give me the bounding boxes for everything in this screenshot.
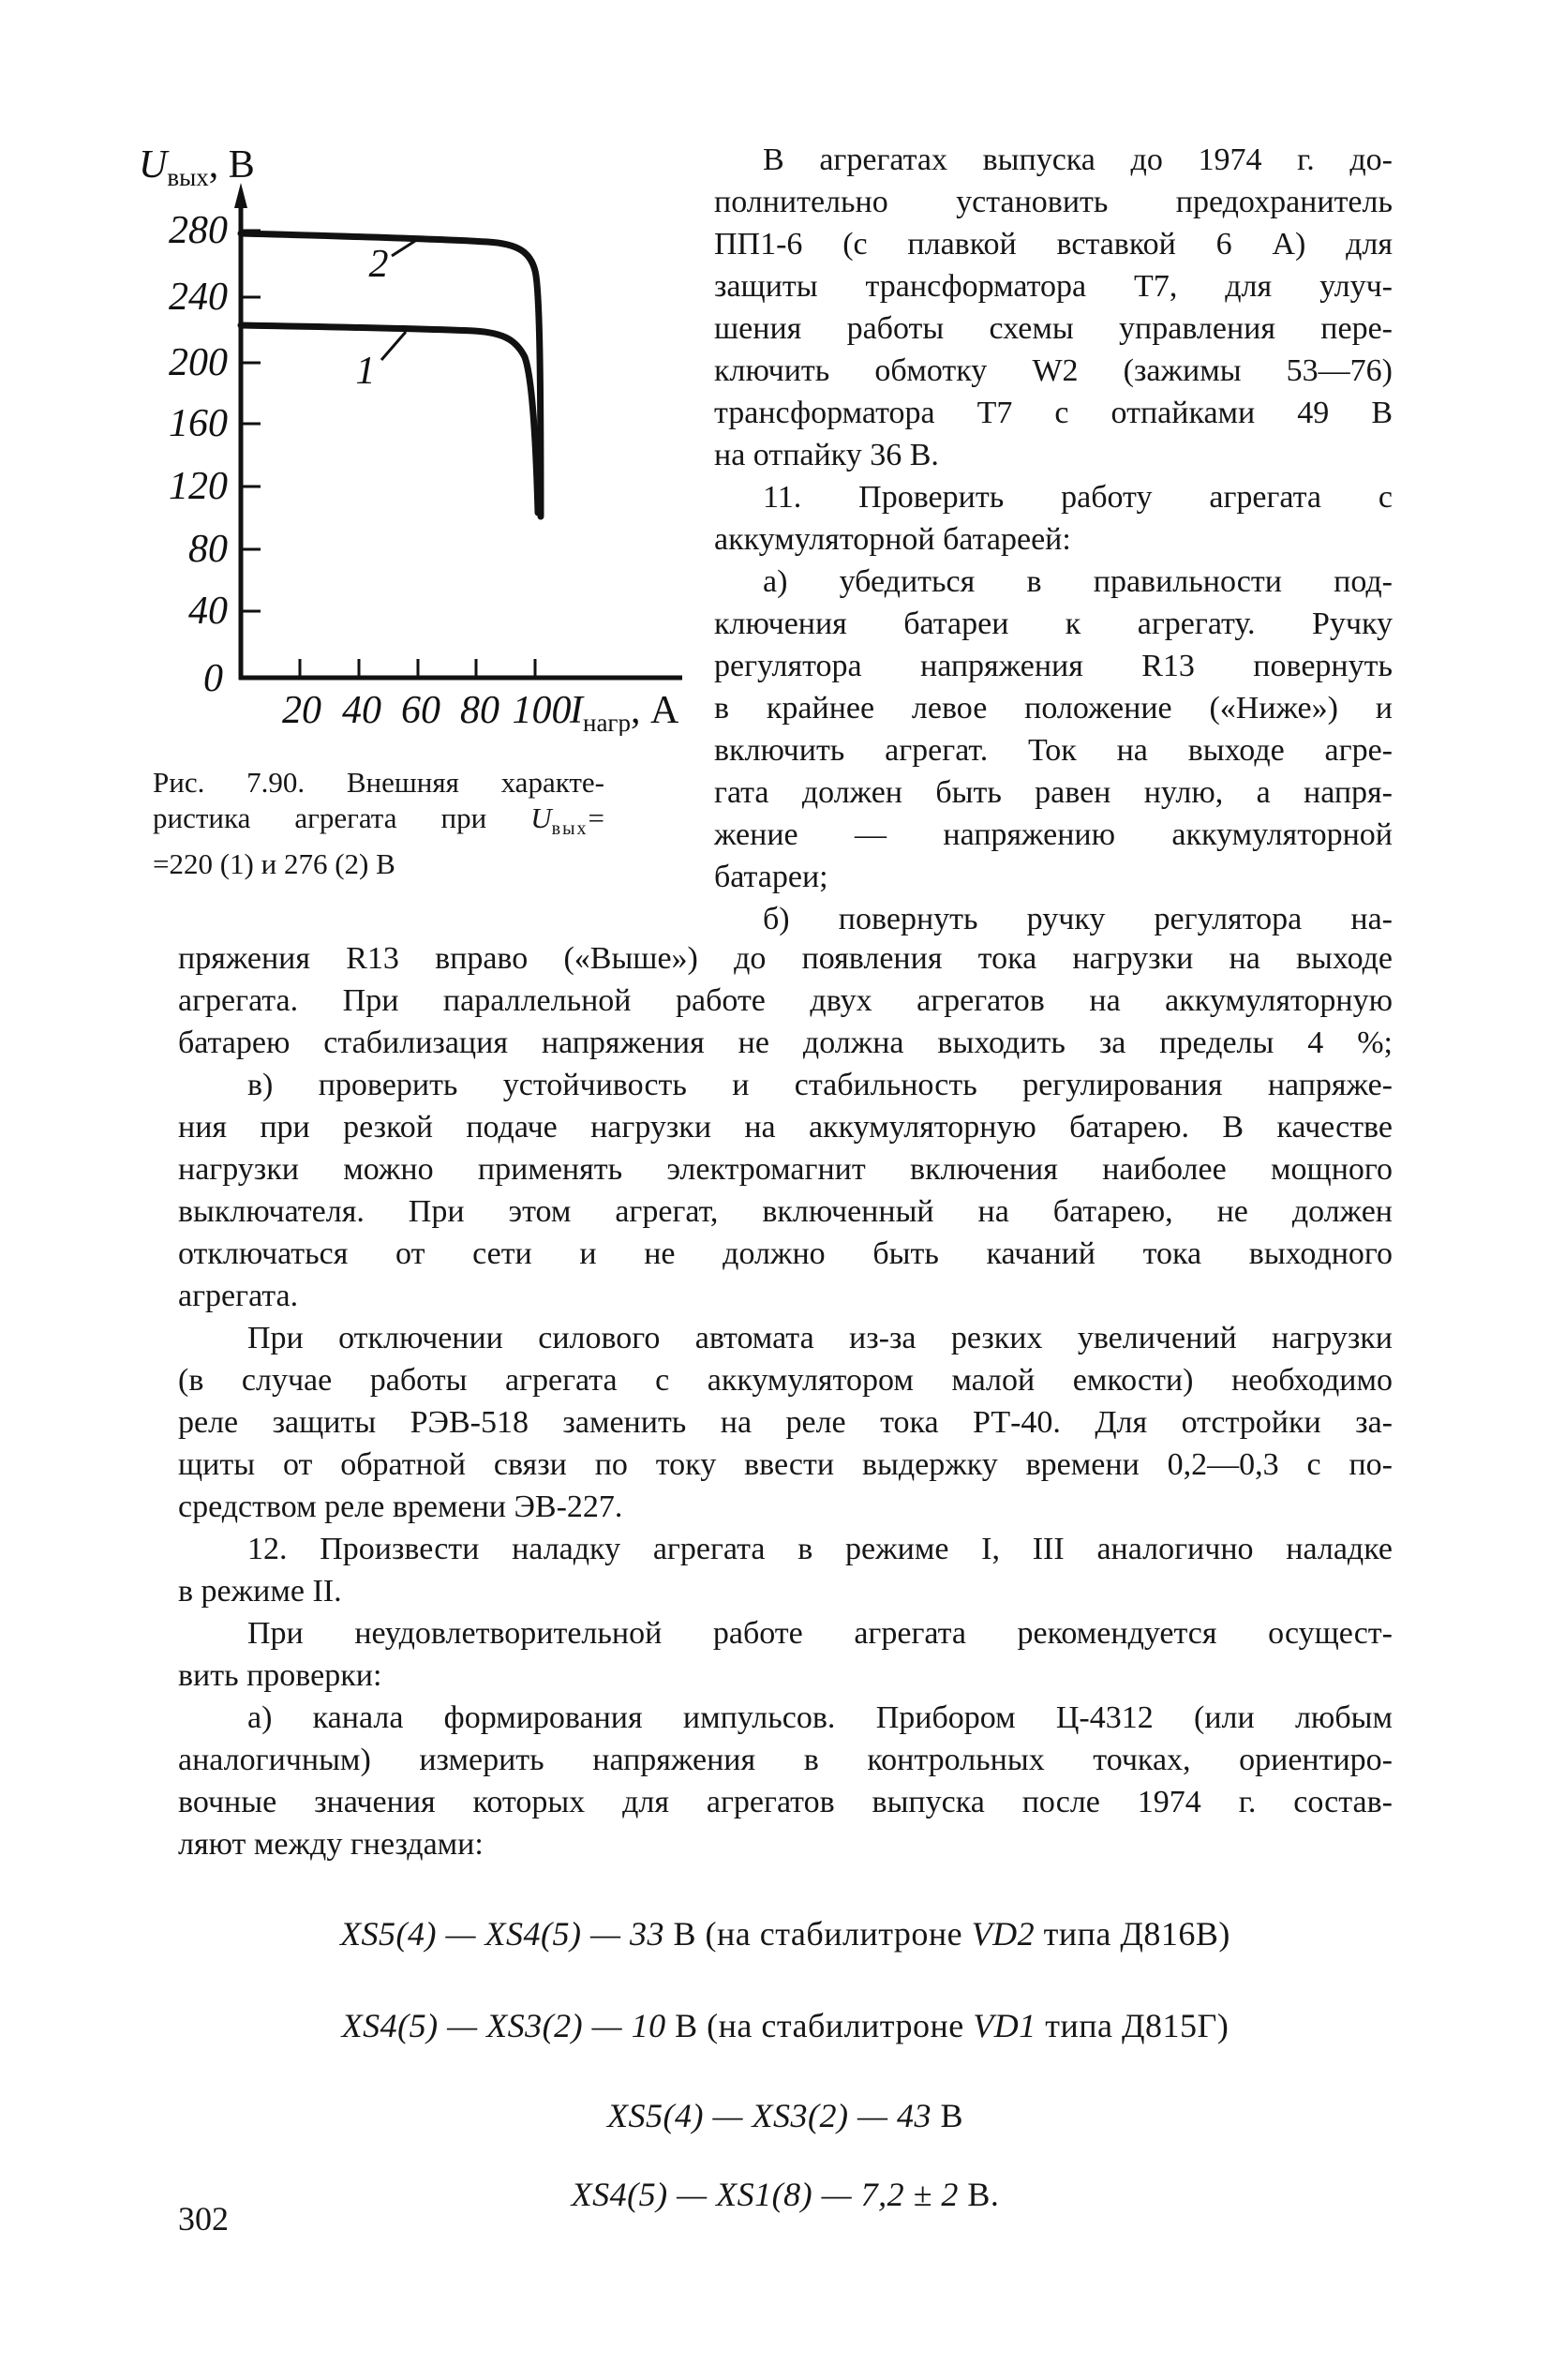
text-line: вочные значения которых для агрегатов выпуска после 1974 г. состав- [178,1785,1393,1819]
text-line: щиты от обратной связи по току ввести выдержку времени 0,2—0,3 с по- [178,1447,1393,1482]
page-number: 302 [178,2200,229,2238]
x-tick-label: 80 [460,689,499,732]
curve-2-276v [241,233,541,516]
text-line: гата должен быть равен нулю, а напря- [714,775,1393,810]
text-line: на отпайку 36 В. [714,438,939,472]
y-tick-label: 120 [169,465,228,508]
text-line: шения работы схемы управления пере- [714,311,1393,346]
text-line: ляют между гнездами: [178,1827,484,1862]
text-line: вить проверки: [178,1658,382,1693]
text-line: При неудовлетворительной работе агрегата рекомендуется осущест- [247,1616,1393,1651]
y-tick-label: 200 [169,341,228,384]
text-line: (в случае работы агрегата с аккумулятором малой емкости) необходимо [178,1363,1393,1398]
curve-1-220v [241,325,538,513]
text-line: а) убедиться в правильности под- [763,564,1393,599]
text-line: ключить обмотку W2 (зажимы 53—76) [714,353,1393,388]
main-text-block [178,937,1393,1865]
caption-line: ристика агрегата при $U_{вых}=$ [153,801,604,840]
figure-7-90 [122,80,703,736]
curve-1-leader-line [381,332,406,360]
text-line: в крайнее левое положение («Ниже») и [714,691,1393,726]
text-line: аналогичным) измерить напряжения в контрольных точках, ориентиро- [178,1743,1393,1777]
text-line: ния при резкой подаче нагрузки на аккумуляторную батарею. В качестве [178,1110,1393,1145]
formula-line: XS4(5) — XS3(2) — 10 В (на стабилитроне VD1 типа Д815Г) [341,2007,1230,2044]
y-tick-label: 80 [188,528,228,571]
text-line: пряжения R13 вправо («Выше») до появления тока нагрузки на выходе [178,941,1393,976]
text-line: батареи; [714,860,828,894]
x-tick-label: 40 [342,689,381,732]
formula-line: XS5(4) — XS4(5) — 33 В (на стабилитроне VD2 типа Д816В) [340,1915,1230,1953]
formula-line: XS4(5) — XS1(8) — 7,2 ± 2 В. [571,2176,1000,2213]
text-line: ключения батареи к агрегату. Ручку [714,606,1393,641]
y-tick-label: 240 [169,276,228,319]
caption-line: Рис. 7.90. Внешняя характе- [153,766,604,799]
caption-line: =220 (1) и 276 (2) В [153,847,395,881]
text-line: включить агрегат. Ток на выходе агре- [714,733,1393,768]
text-line: трансформатора Т7 с отпайками 49 В [714,396,1393,430]
text-line: выключателя. При этом агрегат, включенный на батарею, не должен [178,1194,1393,1229]
text-line: б) повернуть ручку регулятора на- [763,902,1393,936]
curve-1-label: 1 [355,350,376,393]
text-line: нагрузки можно применять электромагнит включения наиболее мощного [178,1152,1393,1187]
text-line: ПП1-6 (с плавкой вставкой 6 А) для [714,227,1393,262]
text-line: полнительно установить предохранитель [714,185,1393,219]
text-line: В агрегатах выпуска до 1974 г. до- [763,142,1393,177]
text-line: средством реле времени ЭВ-227. [178,1489,623,1524]
text-line: аккумуляторной батареей: [714,522,1071,557]
voltage-current-chart [122,80,703,736]
x-tick-label: 60 [401,689,440,732]
curve-2-label: 2 [368,243,389,286]
text-line: а) канала формирования импульсов. Прибором Ц-4312 (или любым [247,1700,1393,1735]
text-line: агрегата. При параллельной работе двух агрегатов на аккумуляторную [178,983,1393,1018]
x-tick-label: 100 [512,689,572,732]
text-line: батарею стабилизация напряжения не должна выходить за пределы 4 %; [178,1025,1393,1060]
text-line: в) проверить устойчивость и стабильность регулирования напряже- [247,1068,1393,1102]
y-tick-label: 280 [169,209,228,252]
y-tick-label: 0 [203,657,223,700]
text-line: защиты трансформатора Т7, для улуч- [714,269,1393,304]
y-axis-arrow-icon [234,183,247,208]
curve-2-leader-line [392,241,415,256]
x-tick-label: 20 [282,689,321,732]
x-axis-label: $I_{нагр}$, А [570,689,679,736]
text-line: 11. Проверить работу агрегата с [763,480,1393,515]
figure-caption [153,765,604,882]
text-line: При отключении силового автомата из-за резких увеличений нагрузки [247,1321,1393,1355]
text-line: агрегата. [178,1279,299,1313]
text-line: в режиме II. [178,1574,342,1609]
y-tick-label: 160 [169,402,228,445]
text-line: 12. Произвести наладку агрегата в режиме I, III аналогично наладке [247,1532,1393,1566]
text-line: отключаться от сети и не должно быть качаний тока выходного [178,1236,1393,1271]
right-text-column [714,139,1393,940]
text-line: жение — напряжению аккумуляторной [714,817,1393,852]
y-tick-label: 40 [188,590,228,633]
text-line: реле защиты РЭВ-518 заменить на реле тока РТ-40. Для отстройки за- [178,1405,1393,1440]
y-axis-label: $U_{вых}$, В [139,143,255,191]
text-line: регулятора напряжения R13 повернуть [714,649,1393,683]
formula-line: XS5(4) — XS3(2) — 43 В [607,2097,963,2134]
